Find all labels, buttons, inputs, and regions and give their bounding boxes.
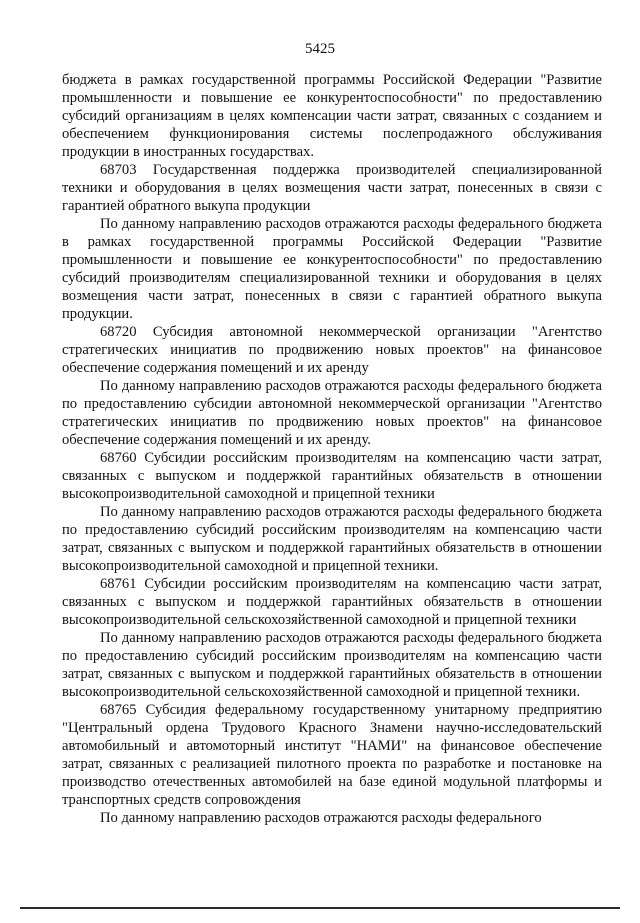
paragraph: По данному направлению расходов отражаются расходы федерального бюджета в рамках государственной программы Российской Федерации "Развитие промышленности и повышение ее конкурентоспособности" по предоставлению субсидий производителям специализированной техники и оборудования в целях возмещения части затрат, понесенных в связи с гарантией обратного выкупа продукции. xyxy=(62,216,602,322)
paragraph: 68765 Субсидия федеральному государственному унитарному предприятию "Центральный ордена Трудового Красного Знамени научно-исследовательский автомобильный и автомоторный институт "НАМИ" на финансовое обеспечение затрат, связанных с реализацией пилотного проекта по разработке и постановке на производство отечественных автомобилей на базе единой модульной платформы и транспортных средств сопровождения xyxy=(62,702,602,808)
paragraph: По данному направлению расходов отражаются расходы федерального xyxy=(100,810,542,826)
scan-edge-line xyxy=(20,907,620,909)
paragraph: 68761 Субсидии российским производителям на компенсацию части затрат, связанных с выпуском и поддержкой гарантийных обязательств в отношении высокопроизводительной сельскохозяйственной самоходной и прицепной техники xyxy=(62,576,602,628)
paragraph: 68760 Субсидии российским производителям на компенсацию части затрат, связанных с выпуском и поддержкой гарантийных обязательств в отношении высокопроизводительной самоходной и прицепной техники xyxy=(62,450,602,502)
page-number: 5425 xyxy=(305,41,335,57)
paragraph: По данному направлению расходов отражаются расходы федерального бюджета по предоставлению субсидий российским производителям на компенсацию части затрат, связанных с выпуском и поддержкой гарантийных обязательств в отношении высокопроизводительной сельскохозяйственной самоходной и прицепной техники. xyxy=(62,630,602,700)
paragraph: бюджета в рамках государственной программы Российской Федерации "Развитие промышленности и повышение ее конкурентоспособности" по предоставлению субсидий организациям в целях компенсации части затрат, связанных с созданием и обеспечением функционирования системы послепродажного обслуживания продукции в иностранных государствах. xyxy=(62,72,602,160)
paragraph: По данному направлению расходов отражаются расходы федерального бюджета по предоставлению субсидии автономной некоммерческой организации "Агентство стратегических инициатив по продвижению новых проектов" на финансовое обеспечение содержания помещений и их аренду. xyxy=(62,378,602,448)
paragraph: 68703 Государственная поддержка производителей специализированной техники и оборудования в целях возмещения части затрат, понесенных в связи с гарантией обратного выкупа продукции xyxy=(62,162,602,214)
document-body xyxy=(62,71,602,827)
paragraph: По данному направлению расходов отражаются расходы федерального бюджета по предоставлению субсидий российским производителям на компенсацию части затрат, связанных с выпуском и поддержкой гарантийных обязательств в отношении высокопроизводительной самоходной и прицепной техники. xyxy=(62,504,602,574)
paragraph: 68720 Субсидия автономной некоммерческой организации "Агентство стратегических инициатив по продвижению новых проектов" на финансовое обеспечение содержания помещений и их аренду xyxy=(62,324,602,376)
